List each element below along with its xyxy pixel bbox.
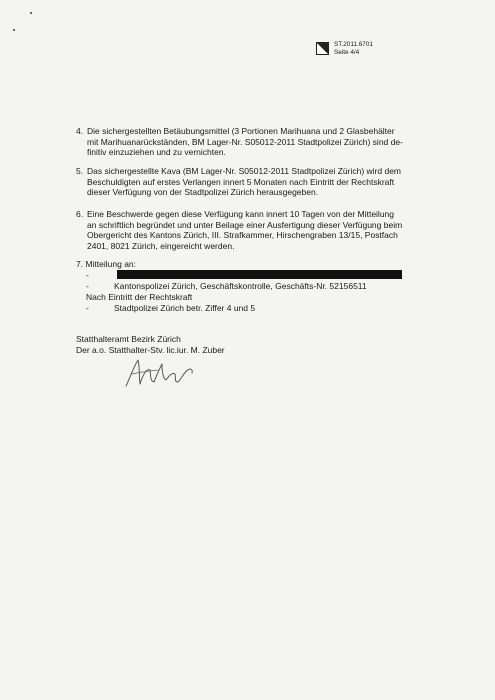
item-line: Beschuldigten auf erstes Verlangen innert 5 Monaten nach Eintritt der Rechtskraft [87, 176, 395, 187]
item-line: mit Marihuanarückständen, BM Lager-Nr. S05012-2011 Stadtpolizei Zürich) sind de- [87, 136, 403, 147]
recipient-kapo-row [86, 281, 367, 292]
item-line: Obergericht des Kantons Zürich, III. Strafkammer, Hirschengraben 13/15, Postfach [87, 230, 398, 240]
after-rechtskraft-label: Nach Eintritt der Rechtskraft [86, 292, 193, 302]
item-line: dieser Verfügung von der Stadtpolizei Zürich herausgegeben. [87, 187, 319, 197]
item-number: 5. [76, 166, 84, 176]
item-number: 6. [76, 209, 84, 219]
scan-speck [13, 29, 15, 31]
item-5 [76, 166, 446, 198]
item-line: 2401, 8021 Zürich, eingereicht werden. [87, 240, 235, 251]
reference-number: ST.2011.6701 [334, 41, 373, 48]
item-line: Das sichergestellte Kava (BM Lager-Nr. S05012-2011 Stadtpolizei Zürich) wird dem [87, 166, 402, 176]
item-4 [76, 126, 446, 158]
mitteilung-title: 7. Mitteilung an: [76, 259, 137, 269]
authority-name: Statthalteramt Bezirk Zürich [76, 334, 181, 344]
handwritten-signature [118, 352, 208, 390]
page-header [316, 41, 373, 57]
zurich-shield-icon [316, 42, 329, 55]
item-6 [76, 209, 446, 251]
item-line: an schriftlich begründet und unter Beilage einer Ausfertigung dieser Verfügung beim [87, 219, 403, 230]
recipient-stapo-row [86, 303, 255, 314]
recipient-stapo: Stadtpolizei Zürich betr. Ziffer 4 und 5 [114, 303, 256, 313]
list-dash: - [86, 270, 89, 280]
page-number: Seite 4/4 [334, 49, 360, 56]
recipient-kapo: Kantonspolizei Zürich, Geschäftskontrolle, Geschäfts-Nr. 52156511 [114, 281, 367, 291]
recipient-redacted-row [86, 270, 89, 281]
item-line: Die sichergestellten Betäubungsmittel (3 Portionen Marihuana und 2 Glasbehälter [87, 126, 395, 136]
item-line: Eine Beschwerde gegen diese Verfügung kann innert 10 Tagen von der Mitteilung [87, 209, 395, 219]
official-name: Der a.o. Statthalter-Stv. lic.iur. M. Zuber [76, 345, 225, 355]
item-line: finitiv einzuziehen und zu vernichten. [87, 147, 226, 157]
list-dash: - [86, 281, 89, 291]
redaction-bar [117, 270, 402, 279]
list-dash: - [86, 303, 89, 313]
item-number: 4. [76, 126, 84, 136]
scan-speck [30, 12, 32, 14]
